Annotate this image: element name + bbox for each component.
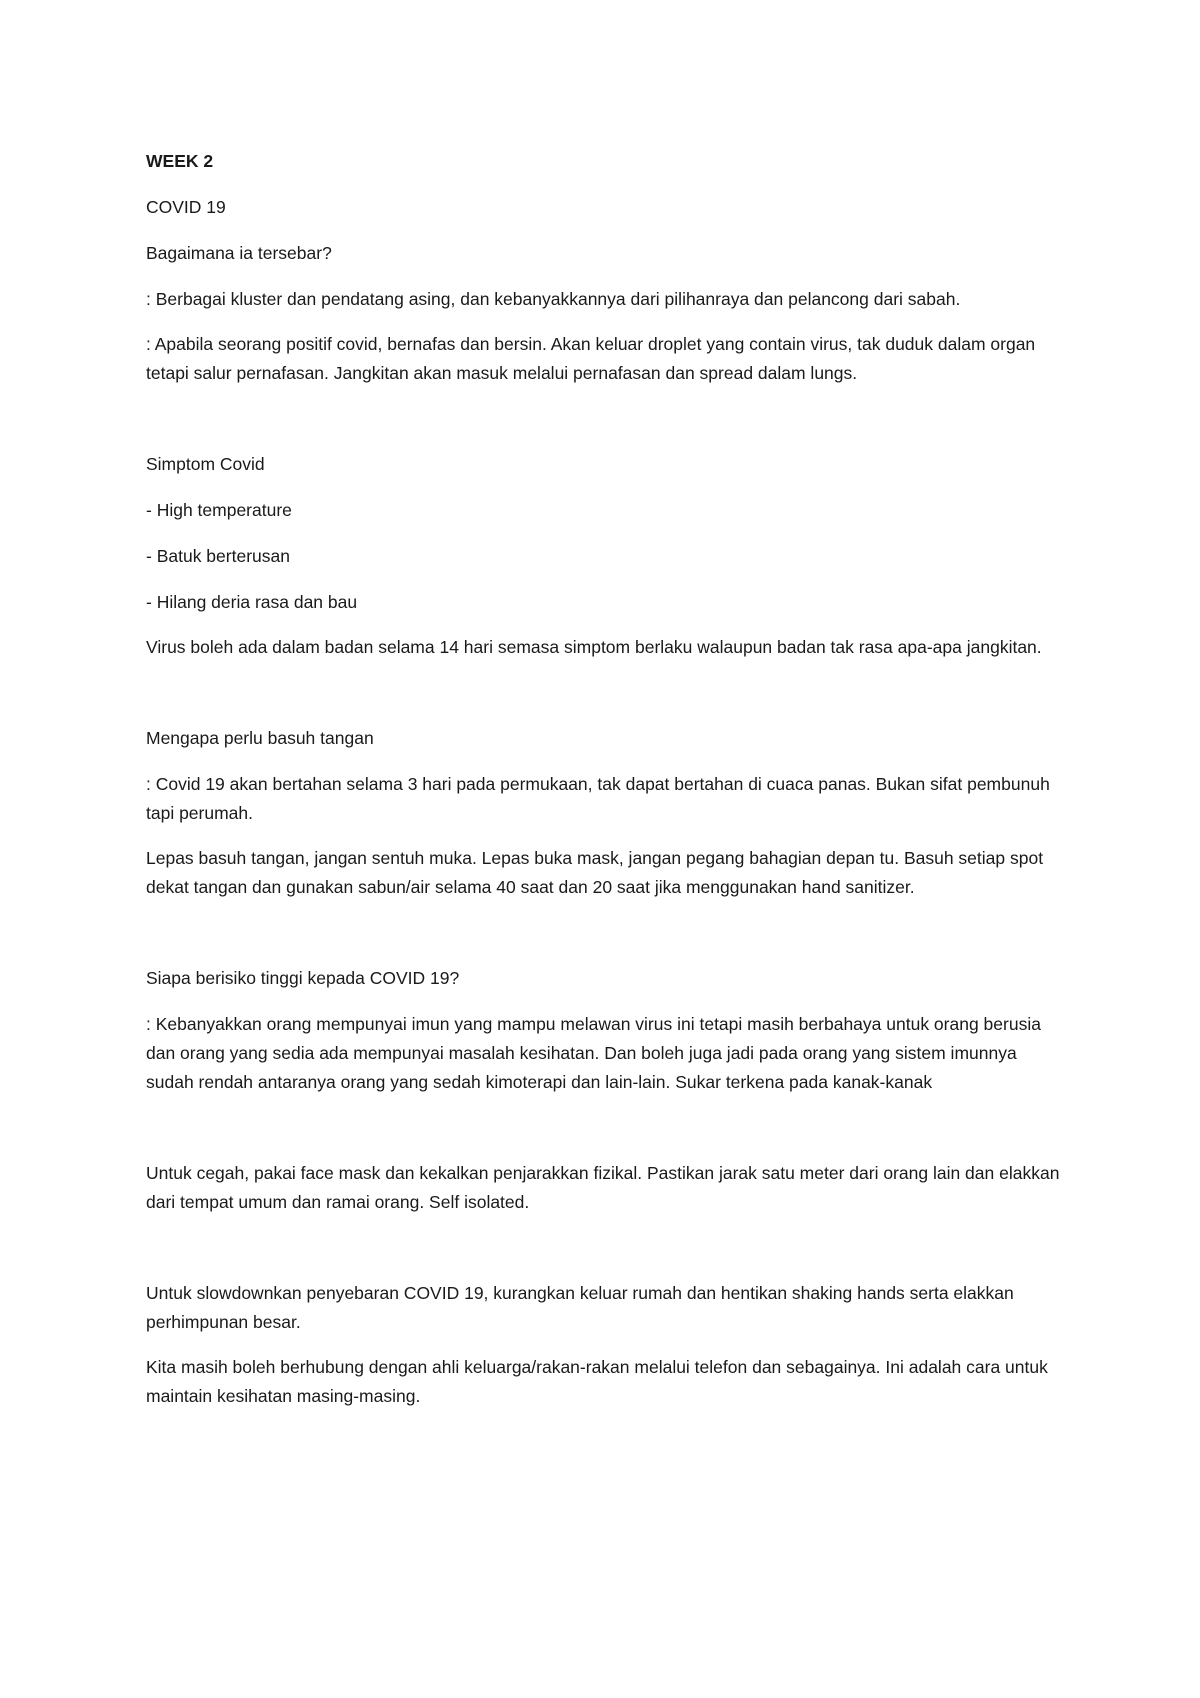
prevention-paragraph: Untuk cegah, pakai face mask dan kekalkan penjarakkan fizikal. Pastikan jarak satu meter dari orang lain dan elakkan dari tempat umum dan ramai orang. Self isolated. bbox=[146, 1163, 1060, 1212]
symptom-item: - Batuk berterusan bbox=[146, 546, 290, 566]
symptom-item: - Hilang deria rasa dan bau bbox=[146, 592, 358, 612]
answer-spread-1: : Berbagai kluster dan pendatang asing, dan kebanyakkannya dari pilihanraya dan pelancong dari sabah. bbox=[146, 289, 961, 309]
answer-handwash-2: Lepas basuh tangan, jangan sentuh muka. Lepas buka mask, jangan pegang bahagian depan tu. Basuh setiap spot dekat tangan dan gunakan sabun/air selama 40 saat dan 20 saat jika menggunakan hand sanitizer. bbox=[146, 848, 1044, 897]
answer-handwash-1: : Covid 19 akan bertahan selama 3 hari pada permukaan, tak dapat bertahan di cuaca panas. Bukan sifat pembunuh tapi perumah. bbox=[146, 774, 1050, 823]
answer-spread-2: : Apabila seorang positif covid, bernafas dan bersin. Akan keluar droplet yang contain virus, tak duduk dalam organ tetapi salur pernafasan. Jangkitan akan masuk melalui pernafasan dan spread dalam lungs. bbox=[146, 334, 1036, 383]
question-handwash: Mengapa perlu basuh tangan bbox=[146, 728, 374, 748]
symptoms-note: Virus boleh ada dalam badan selama 14 hari semasa simptom berlaku walaupun badan tak rasa apa-apa jangkitan. bbox=[146, 637, 1042, 657]
contact-paragraph: Kita masih boleh berhubung dengan ahli keluarga/rakan-rakan melalui telefon dan sebagainya. Ini adalah cara untuk maintain kesihatan masing-masing. bbox=[146, 1357, 1048, 1406]
question-spread: Bagaimana ia tersebar? bbox=[146, 243, 332, 263]
answer-risk: : Kebanyakkan orang mempunyai imun yang mampu melawan virus ini tetapi masih berbahaya untuk orang berusia dan orang yang sedia ada mempunyai masalah kesihatan. Dan boleh juga jadi pada orang yang sistem imunnya sudah rendah antaranya orang yang sedah kimoterapi dan lain-lain. Sukar terkena pada kanak-kanak bbox=[146, 1014, 1041, 1092]
symptoms-heading: Simptom Covid bbox=[146, 454, 265, 474]
slowdown-paragraph: Untuk slowdownkan penyebaran COVID 19, kurangkan keluar rumah dan hentikan shaking hands serta elakkan perhimpunan besar. bbox=[146, 1283, 1014, 1332]
symptom-item: - High temperature bbox=[146, 500, 292, 520]
question-risk: Siapa berisiko tinggi kepada COVID 19? bbox=[146, 968, 460, 988]
document-subtitle: COVID 19 bbox=[146, 197, 226, 217]
document-body bbox=[146, 147, 1066, 1411]
document-title: WEEK 2 bbox=[146, 151, 214, 171]
